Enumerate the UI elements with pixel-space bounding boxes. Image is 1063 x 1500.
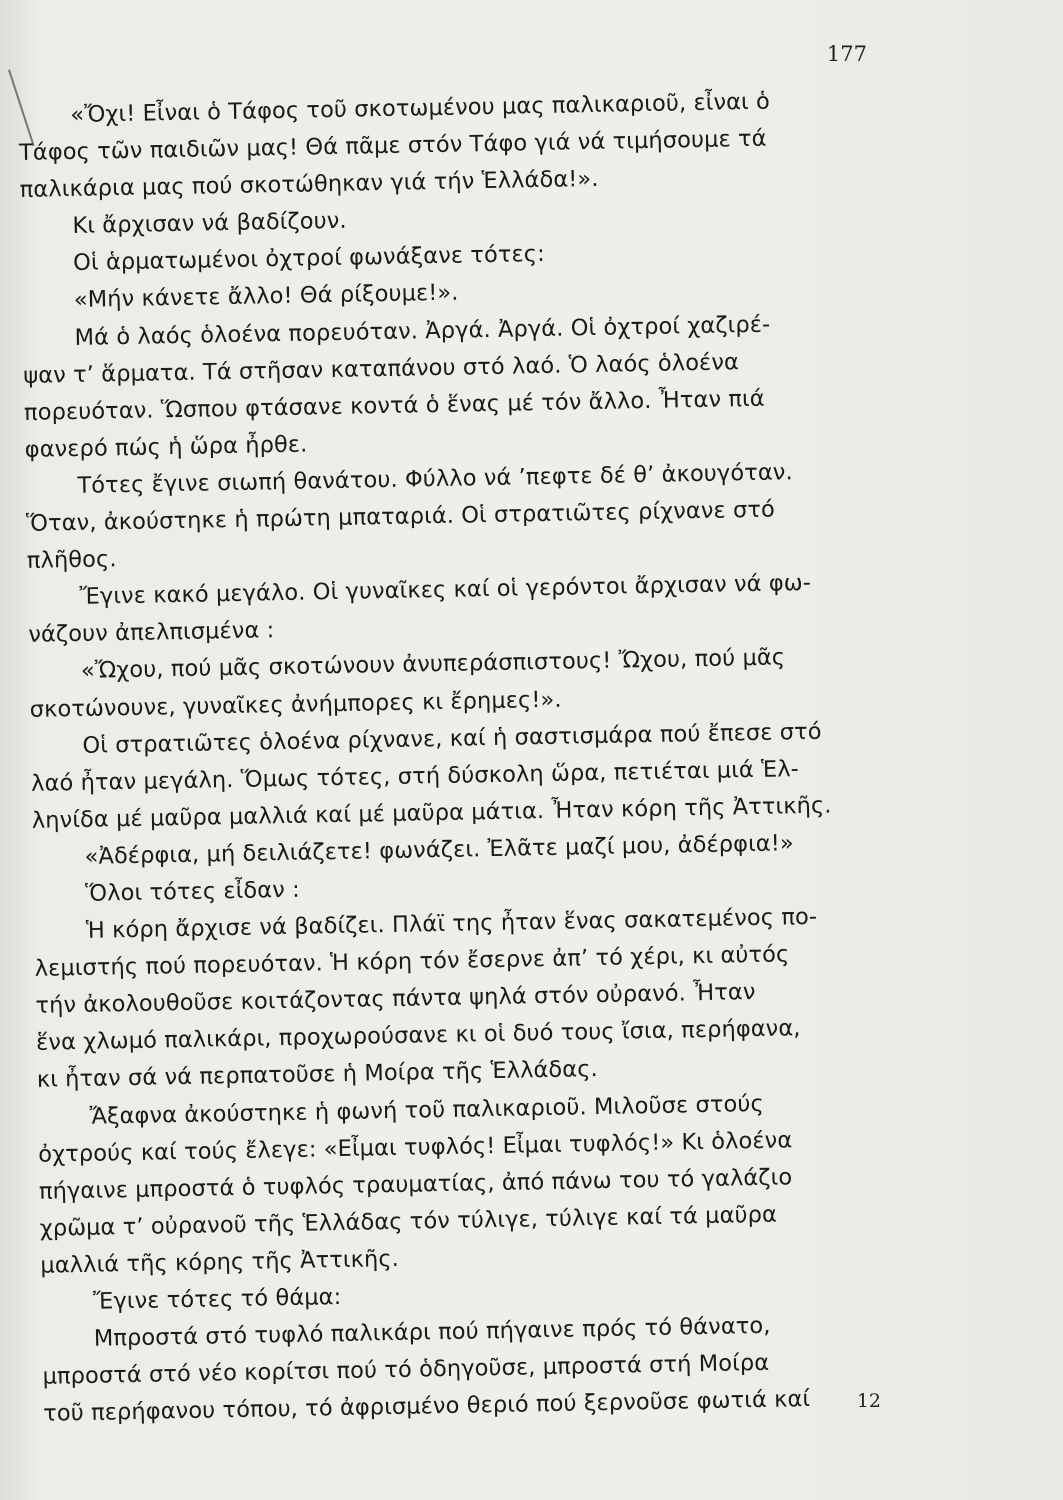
text-line: ὀχτρούς καί τούς ἔλεγε: «Εἶμαι τυφλός! Εἶμαι τυφλός!» Κι ὁλοένα [38,1126,793,1168]
body-text [18,81,923,1433]
text-line: ἕνα χλωμό παλικάρι, προχωρούσανε κι οἱ δυό τους ἴσια, περήφανα, [35,1015,801,1057]
text-line: πλῆθος. [26,546,117,575]
page-number: 177 [826,42,867,66]
text-line: σκοτώνουνε, γυναῖκες ἀνήμπορες κι ἔρημες!». [29,686,562,723]
text-line: χρῶμα τ’ οὐρανοῦ τῆς Ἑλλάδας τόν τύλιγε, τύλιγε καί τά μαῦρα [39,1201,778,1242]
text-line: Ὅταν, ἀκούστηκε ἡ πρώτη μπαταριά. Οἱ στρατιῶτες ρίχνανε στό [25,496,776,537]
text-line: Μά ὁ λαός ὁλοένα πορευόταν. Ἀργά. Ἀργά. Οἱ ὀχτροί χαζιρέ- [74,311,771,351]
text-line: Οἱ ἁρματωμένοι ὀχτροί φωνάξανε τότες: [72,241,546,277]
text-line: πήγαινε μπροστά ὁ τυφλός τραυματίας, ἀπό πάνω του τό γαλάζιο [38,1164,793,1205]
text-line: Ὅλοι τότες εἶδαν : [85,876,301,907]
text-line: Μπροστά στό τυφλό παλικάρι πού πήγαινε πρός τό θάνατο, [93,1312,771,1352]
text-line: παλικάρια μας πού σκοτώθηκαν γιά τήν Ἑλλάδα!». [19,166,599,204]
text-line: πορευόταν. Ὥσπου φτάσανε κοντά ὁ ἕνας μέ τόν ἄλλο. Ἦταν πιά [23,385,765,426]
text-line: Τότες ἔγινε σιωπή θανάτου. Φύλλο νά ’πεφτε δέ θ’ ἀκουγόταν. [77,459,793,499]
text-line: μαλλιά τῆς κόρης τῆς Ἀττικῆς. [40,1245,400,1279]
text-line: «Μήν κάνετε ἄλλο! Θά ρίξουμε!». [73,280,459,314]
text-line: Ἡ κόρη ἄρχισε νά βαδίζει. Πλάϊ της ἦταν ἕνας σακατεμένος πο- [85,903,818,944]
text-line: Οἱ στρατιῶτες ὁλοένα ρίχνανε, καί ἡ σαστισμάρα πού ἔπεσε στό [82,718,822,759]
text-line: «Ὤχου, πού μᾶς σκοτώνουν ἀνυπεράσπιστους! Ὤχου, πού μᾶς [80,644,786,685]
text-line: τοῦ περήφανου τόπου, τό ἀφρισμένο θεριό πού ξερνοῦσε φωτιά καί [43,1386,811,1428]
text-line: φανερό πώς ἡ ὥρα ἦρθε. [24,431,308,463]
text-line: Ἄξαφνα ἀκούστηκε ἡ φωνή τοῦ παλικαριοῦ. Μιλοῦσε στούς [89,1090,765,1130]
text-line: μπροστά στό νέο κορίτσι πού τό ὁδηγοῦσε, μπροστά στή Μοίρα [42,1350,770,1390]
text-line: Τάφος τῶν παιδιῶν μας! Θά πᾶμε στόν Τάφο γιά νά τιμήσουμε τά [18,125,767,167]
text-line: «Ὄχι! Εἶναι ὁ Τάφος τοῦ σκοτωμένου μας παλικαριοῦ, εἶναι ὁ [70,88,771,128]
text-line: λαό ἦταν μεγάλη. Ὅμως τότες, στή δύσκολη ὥρα, πετιέται μιά Ἑλ- [30,755,800,797]
text-line: Ἔγινε τότες τό θάμα: [92,1284,342,1315]
text-line: λεμιστής πού πορευόταν. Ἡ κόρη τόν ἔσερνε ἀπ’ τό χέρι, κι αὐτός [34,941,790,982]
text-line: νάζουν ἀπελπισμένα : [28,617,275,649]
text-line: ληνίδα μέ μαῦρα μαλλιά καί μέ μαῦρα μάτια. Ἦταν κόρη τῆς Ἀττικῆς. [31,792,832,834]
text-line: Κι ἄρχισαν νά βαδίζουν. [72,207,347,240]
sheet-signature-number: 12 [856,1390,881,1412]
text-line: κι ἦταν σά νά περπατοῦσε ἡ Μοίρα τῆς Ἑλλάδας. [36,1056,599,1094]
text-line: ψαν τ’ ἅρματα. Τά στῆσαν καταπάνου στό λαό. Ὁ λαός ὁλοένα [23,348,740,389]
text-line: «Ἀδέρφια, μή δειλιάζετε! φωνάζει. Ἐλᾶτε μαζί μου, ἀδέρφια!» [84,830,794,870]
text-line: τήν ἀκολουθοῦσε κοιτάζοντας πάντα ψηλά στόν οὐρανό. Ἦταν [35,979,756,1020]
text-line: Ἔγινε κακό μεγάλο. Οἱ γυναῖκες καί οἱ γερόντοι ἄρχισαν νά φω- [79,570,812,611]
